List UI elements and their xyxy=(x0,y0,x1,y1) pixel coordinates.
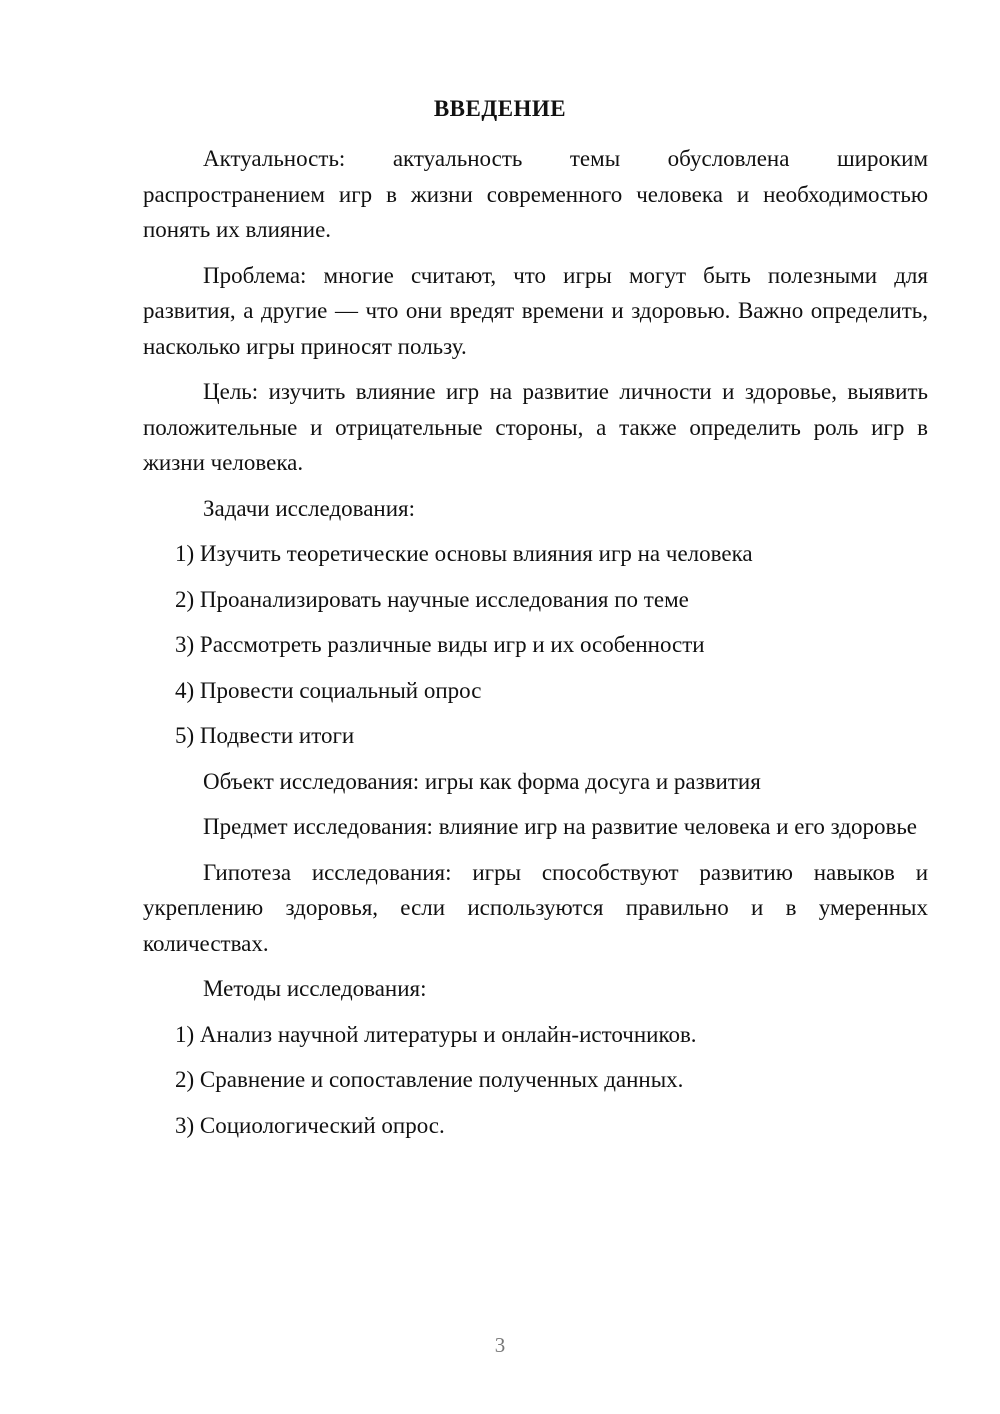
goal-paragraph: Цель: изучить влияние игр на развитие личности и здоровье, выявить положительные и отрицательные стороны, а также определить роль игр в жизни человека. xyxy=(143,379,928,475)
list-item: 2) Проанализировать научные исследования по теме xyxy=(175,586,689,612)
list-item: 4) Провести социальный опрос xyxy=(175,677,482,703)
methods-heading: Методы исследования: xyxy=(203,976,427,1001)
list-item: 1) Анализ научной литературы и онлайн-источников. xyxy=(175,1021,697,1047)
tasks-heading: Задачи исследования: xyxy=(203,495,416,521)
list-item: 2) Сравнение и сопоставление полученных данных. xyxy=(175,1067,684,1092)
relevance-paragraph: Актуальность: актуальность темы обусловлена широким распространением игр в жизни современного человека и необходимостью понять их влияние. xyxy=(143,146,928,242)
problem-paragraph: Проблема: многие считают, что игры могут быть полезными для развития, а другие — что они вредят времени и здоровью. Важно определить, насколько игры приносят пользу. xyxy=(143,262,928,359)
tasks-list xyxy=(143,536,928,754)
page-number: 3 xyxy=(494,1333,506,1357)
methods-list xyxy=(143,1017,928,1144)
list-item: 1) Изучить теоретические основы влияния игр на человека xyxy=(175,541,753,566)
list-item: 5) Подвести итоги xyxy=(175,723,355,748)
page-title: ВВЕДЕНИЕ xyxy=(433,96,567,121)
object-paragraph: Объект исследования: игры как форма досуга и развития xyxy=(203,768,761,794)
list-item: 3) Рассмотреть различные виды игр и их особенности xyxy=(175,632,705,657)
document-body xyxy=(143,141,928,1153)
subject-paragraph: Предмет исследования: влияние игр на развитие человека и его здоровье xyxy=(203,814,918,839)
list-item: 3) Социологический опрос. xyxy=(175,1112,445,1138)
hypothesis-paragraph: Гипотеза исследования: игры способствуют развитию навыков и укреплению здоровья, если используются правильно и в умеренных количествах. xyxy=(143,859,928,956)
